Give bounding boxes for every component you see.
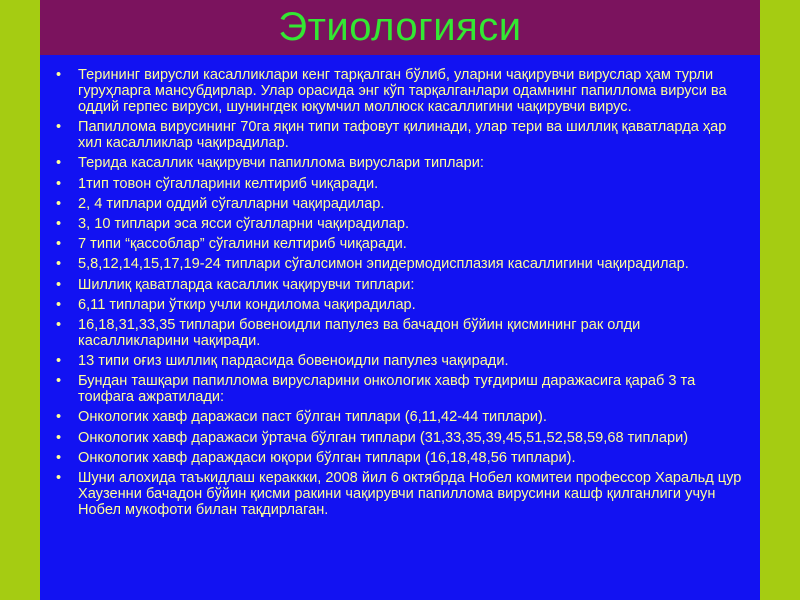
bullet-item: • 7 типи “қассоблар” сўгалини келтириб чиқаради. (56, 236, 746, 252)
bullet-item: • 5,8,12,14,15,17,19-24 типлари сўгалсимон эпидермодисплазия касаллигини чақирадилар. (56, 256, 746, 272)
bullet-item: • Терида касаллик чақирувчи папиллома вируслари типлари: (56, 155, 746, 171)
bullet-item: • 3, 10 типлари эса ясси сўгалларни чақирадилар. (56, 216, 746, 232)
bullet-item: • Онкологик хавф дараждаси юқори бўлган типлари (16,18,48,56 типлари). (56, 450, 746, 466)
bullet-item: • Папиллома вирусининг 70га яқин типи тафовут қилинади, улар тери ва шиллиқ қаватларда ҳар хил касалликлар чақирадилар. (56, 119, 746, 151)
bullet-item: • 16,18,31,33,35 типлари бовеноидли папулез ва бачадон бўйин қисмининг рак олди касалликларини чақиради. (56, 317, 746, 349)
bullet-item: • Онкологик хавф даражаси паст бўлган типлари (6,11,42-44 типлари). (56, 409, 746, 425)
bullet-item: • 6,11 типлари ўткир учли кондилома чақирадилар. (56, 297, 746, 313)
bullet-item: • Шуни алохида таъкидлаш кераккки, 2008 йил 6 октябрда Нобел комитеи профессор Харальд цур Хаузенни бачадон бўйин қисми ракини чақирувчи папиллома вирусини кашф қилганлиги учун Нобел мукофоти билан тақдирлаган. (56, 470, 746, 518)
bullet-item: • Онкологик хавф даражаси ўртача бўлган типлари (31,33,35,39,45,51,52,58,59,68 типлари) (56, 430, 746, 446)
bullet-list (40, 55, 760, 518)
slide-title-bar (40, 0, 760, 55)
slide-content (40, 55, 760, 600)
bullet-item: • Терининг вирусли касалликлари кенг тарқалган бўлиб, уларни чақирувчи вируслар ҳам турли гуруҳларга мансубдирлар. Улар орасида энг кўп тарқалганлари одамнинг папиллома вируси ва оддий герпес вируси, шунингдек юқумчил моллюск касаллигини чақирувчи вирус. (56, 67, 746, 115)
slide-title: Этиологияси (278, 5, 522, 49)
bullet-item: • 2, 4 типлари оддий сўгалларни чақирадилар. (56, 196, 746, 212)
bullet-item: • 13 типи оғиз шиллиқ пардасида бовеноидли папулез чақиради. (56, 353, 746, 369)
bullet-item: • Бундан ташқари папиллома вирусларини онкологик хавф туғдириш даражасига қараб 3 та тоифага ажратилади: (56, 373, 746, 405)
bullet-item: • 1тип товон сўгалларини келтириб чиқаради. (56, 176, 746, 192)
bullet-item: • Шиллиқ қаватларда касаллик чақирувчи типлари: (56, 277, 746, 293)
